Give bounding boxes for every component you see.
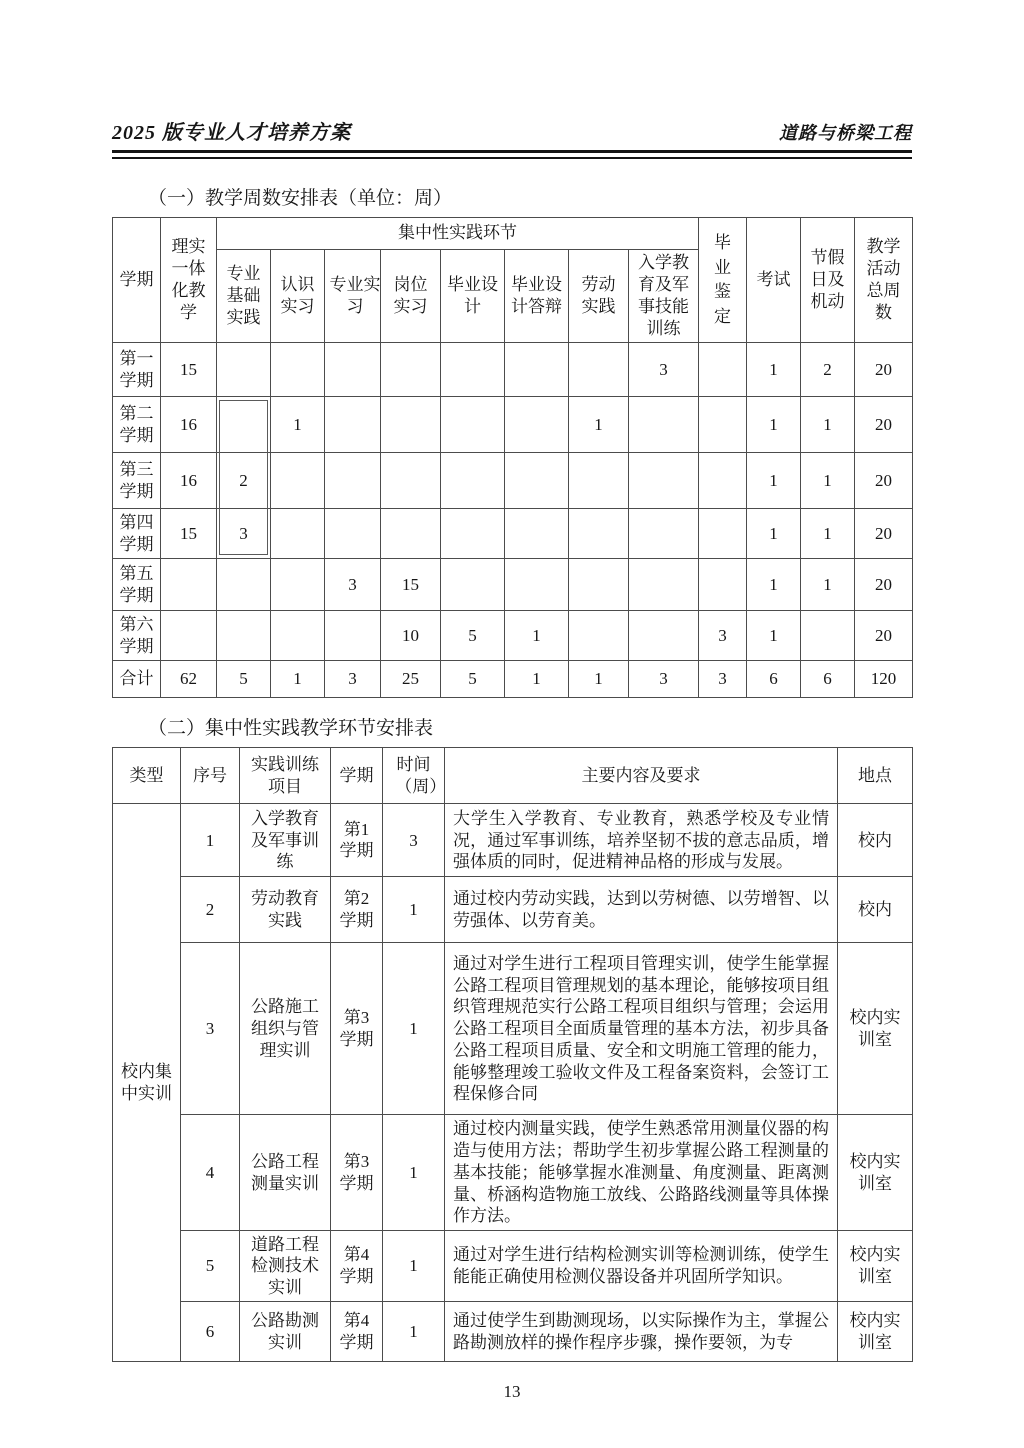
t2-project: 公路工程测量实训: [240, 1115, 331, 1231]
t2-weeks: 1: [383, 943, 445, 1115]
t1-row-semester-4: [113, 509, 913, 559]
t1-cell: 20: [855, 509, 913, 559]
t2-location: 校内: [838, 877, 913, 943]
t1-cell: [271, 559, 325, 611]
t1-cell: 1: [747, 559, 801, 611]
t1-cell: [217, 397, 271, 453]
t1-cell: [505, 559, 569, 611]
t1-header-practice-group: 集中性实践环节: [217, 218, 699, 250]
t1-cell: 1: [569, 397, 629, 453]
t1-cell: [569, 453, 629, 509]
t1-header-exam: 考试: [747, 218, 801, 343]
t1-cell: [441, 453, 505, 509]
t1-cell: 1: [505, 661, 569, 698]
t2-header-semester: 学期: [331, 748, 383, 804]
t1-cell: [699, 453, 747, 509]
t1-cell: 20: [855, 453, 913, 509]
t1-cell: [569, 343, 629, 397]
header-right-title: 道路与桥梁工程: [779, 123, 912, 143]
t1-row-label: 第二学期: [113, 397, 161, 453]
t1-cell: 15: [161, 509, 217, 559]
t1-cell: 5: [441, 611, 505, 661]
t2-weeks: 3: [383, 804, 445, 877]
t1-row-label: 第一学期: [113, 343, 161, 397]
t1-header-semester: 学期: [113, 218, 161, 343]
t2-header-project: 实践训练项目: [240, 748, 331, 804]
t1-header-practice-1: 认识实习: [271, 250, 325, 343]
header-double-rule: [112, 150, 912, 159]
t1-row-semester-6: [113, 611, 913, 661]
t1-cell: [441, 343, 505, 397]
t2-header-location: 地点: [838, 748, 913, 804]
t2-project: 劳动教育实践: [240, 877, 331, 943]
t1-cell: 1: [747, 397, 801, 453]
t2-seq: 1: [181, 804, 240, 877]
t1-cell: 6: [801, 661, 855, 698]
t1-cell: 20: [855, 397, 913, 453]
t1-cell: [629, 611, 699, 661]
t2-seq: 6: [181, 1302, 240, 1362]
t1-cell: [217, 559, 271, 611]
table2-caption: （二）集中性实践教学环节安排表: [148, 718, 434, 740]
t1-cell: 16: [161, 397, 217, 453]
t2-header-weeks: 时间（周）: [383, 748, 445, 804]
t1-cell: [699, 343, 747, 397]
t2-header-seq: 序号: [181, 748, 240, 804]
t1-row-label: 第五学期: [113, 559, 161, 611]
t2-project: 道路工程检测技术实训: [240, 1231, 331, 1302]
t1-cell: [271, 343, 325, 397]
t2-semester: 第1学期: [331, 804, 383, 877]
t1-header-practice-7: 入学教育及军事技能训练: [629, 250, 699, 343]
t1-cell: [569, 559, 629, 611]
t1-cell: 1: [747, 453, 801, 509]
t1-cell: [505, 509, 569, 559]
t1-cell: 1: [801, 559, 855, 611]
t1-cell: 15: [161, 343, 217, 397]
t1-cell: [801, 611, 855, 661]
t1-cell: 3: [699, 611, 747, 661]
t1-cell: [629, 397, 699, 453]
t2-semester: 第4学期: [331, 1231, 383, 1302]
header-left-title: 2025 版专业人才培养方案: [112, 122, 351, 144]
t1-header-integrated: 理实一体化教学: [161, 218, 217, 343]
t1-cell: [699, 509, 747, 559]
t1-cell: [569, 509, 629, 559]
t1-cell: [325, 509, 381, 559]
t1-cell: [381, 509, 441, 559]
t1-header-practice-6: 劳动实践: [569, 250, 629, 343]
t1-cell: 1: [747, 343, 801, 397]
t1-cell: [381, 343, 441, 397]
t1-cell: 62: [161, 661, 217, 698]
t1-cell: [325, 397, 381, 453]
t2-content: 通过使学生到勘测现场，以实际操作为主，掌握公路勘测放样的操作程序步骤，操作要领，为专: [445, 1302, 838, 1362]
t1-cell: 20: [855, 559, 913, 611]
t1-row-label: 第三学期: [113, 453, 161, 509]
t2-content: 通过对学生进行结构检测实训等检测训练，使学生能能正确使用检测仪器设备并巩固所学知识。: [445, 1231, 838, 1302]
t2-location: 校内实训室: [838, 1115, 913, 1231]
t1-header-holiday: 节假日及机动: [801, 218, 855, 343]
t1-cell: 3: [325, 661, 381, 698]
page-number: 13: [503, 1382, 521, 1401]
t1-cell: [699, 559, 747, 611]
t2-semester: 第4学期: [331, 1302, 383, 1362]
t1-cell: [381, 453, 441, 509]
t1-cell: [629, 453, 699, 509]
t1-cell: 1: [801, 397, 855, 453]
t1-cell: 15: [381, 559, 441, 611]
t1-row-semester-1: [113, 343, 913, 397]
t1-cell: 2: [801, 343, 855, 397]
t1-cell: [325, 343, 381, 397]
t1-cell: [271, 509, 325, 559]
t1-cell: 1: [505, 611, 569, 661]
t2-project: 公路施工组织与管理实训: [240, 943, 331, 1115]
t1-row-semester-5: [113, 559, 913, 611]
t1-cell: [271, 611, 325, 661]
t2-seq: 2: [181, 877, 240, 943]
t1-cell: [161, 611, 217, 661]
t1-cell: [699, 397, 747, 453]
t2-row-5: [113, 1231, 913, 1302]
t1-cell: 20: [855, 343, 913, 397]
t2-row-2: [113, 877, 913, 943]
t1-cell: 5: [217, 661, 271, 698]
t1-header-practice-5: 毕业设计答辩: [505, 250, 569, 343]
t1-header-practice-3: 岗位实习: [381, 250, 441, 343]
t1-cell: [441, 397, 505, 453]
t1-cell: [381, 397, 441, 453]
t1-cell: 1: [747, 509, 801, 559]
t1-header-practice-2: 专业实习: [325, 250, 381, 343]
t1-row-semester-2: [113, 397, 913, 453]
table1-caption: （一）教学周数安排表（单位：周）: [148, 188, 453, 209]
t2-header-type: 类型: [113, 748, 181, 804]
t1-cell: 3: [325, 559, 381, 611]
practice-arrangement-table: [112, 747, 913, 1362]
t2-row-3: [113, 943, 913, 1115]
t2-seq: 3: [181, 943, 240, 1115]
t1-cell: 20: [855, 611, 913, 661]
t1-row-label: 第六学期: [113, 611, 161, 661]
t1-cell: [505, 343, 569, 397]
t1-cell: [505, 453, 569, 509]
t1-row-label: 第四学期: [113, 509, 161, 559]
t1-cell: [505, 397, 569, 453]
t2-content: 大学生入学教育、专业教育，熟悉学校及专业情况，通过军事训练，培养坚韧不拔的意志品质，增强体质的同时，促进精神品格的形成与发展。: [445, 804, 838, 877]
t1-cell: [217, 343, 271, 397]
t1-row-semester-3: [113, 453, 913, 509]
running-header: [112, 116, 912, 145]
t2-location: 校内: [838, 804, 913, 877]
t2-semester: 第2学期: [331, 877, 383, 943]
t2-semester: 第3学期: [331, 1115, 383, 1231]
t2-weeks: 1: [383, 1302, 445, 1362]
t1-cell: [441, 559, 505, 611]
t2-project: 公路勘测实训: [240, 1302, 331, 1362]
t1-cell: 1: [747, 611, 801, 661]
t1-cell: 10: [381, 611, 441, 661]
t1-cell: [217, 611, 271, 661]
t1-cell: 120: [855, 661, 913, 698]
t2-content: 通过校内劳动实践，达到以劳树德、以劳增智、以劳强体、以劳育美。: [445, 877, 838, 943]
t2-row-4: [113, 1115, 913, 1231]
t1-row-total: [113, 661, 913, 698]
t1-cell: [161, 559, 217, 611]
t1-cell: 3: [217, 509, 271, 559]
t2-location: 校内实训室: [838, 1231, 913, 1302]
t2-header-content: 主要内容及要求: [445, 748, 838, 804]
t1-cell: 16: [161, 453, 217, 509]
t1-cell: 1: [801, 453, 855, 509]
t1-header-total: 教学活动总周数: [855, 218, 913, 343]
t2-seq: 5: [181, 1231, 240, 1302]
t1-cell: 2: [217, 453, 271, 509]
t2-location: 校内实训室: [838, 943, 913, 1115]
t2-semester: 第3学期: [331, 943, 383, 1115]
t2-weeks: 1: [383, 1231, 445, 1302]
t1-cell: 3: [629, 661, 699, 698]
t1-cell: 3: [629, 343, 699, 397]
t1-cell: [325, 453, 381, 509]
t1-cell: 25: [381, 661, 441, 698]
t2-weeks: 1: [383, 1115, 445, 1231]
t1-cell: 1: [271, 397, 325, 453]
t2-seq: 4: [181, 1115, 240, 1231]
t1-cell: 5: [441, 661, 505, 698]
t2-project: 入学教育及军事训练: [240, 804, 331, 877]
t1-cell: 1: [801, 509, 855, 559]
t1-cell: [325, 611, 381, 661]
t2-type-label: 校内集中实训: [113, 804, 181, 1362]
t1-cell: 1: [271, 661, 325, 698]
t1-cell: [569, 611, 629, 661]
t1-header-practice-4: 毕业设计: [441, 250, 505, 343]
t1-header-appraisal: 毕业鉴定: [699, 218, 747, 343]
t1-cell: 1: [569, 661, 629, 698]
t1-cell: [629, 509, 699, 559]
teaching-weeks-table: [112, 217, 913, 698]
t1-cell: 3: [699, 661, 747, 698]
t2-weeks: 1: [383, 877, 445, 943]
t1-header-practice-0: 专业基础实践: [217, 250, 271, 343]
page-content: [112, 0, 912, 1362]
t2-row-1: [113, 804, 913, 877]
t2-content: 通过校内测量实践，使学生熟悉常用测量仪器的构造与使用方法；帮助学生初步掌握公路工程测量的基本技能；能够掌握水准测量、角度测量、距离测量、桥涵构造物施工放线、公路路线测量等具体操作方法。: [445, 1115, 838, 1231]
t1-row-label: 合计: [113, 661, 161, 698]
t2-content: 通过对学生进行工程项目管理实训，使学生能掌握公路工程项目管理规划的基本理论，能够按项目组织管理规范实行公路工程项目组织与管理；会运用公路工程项目全面质量管理的基本方法，初步具备公路工程项目质量、安全和文明施工管理的能力，能够整理竣工验收文件及工程备案资料，会签订工程保修合同: [445, 943, 838, 1115]
t2-row-6: [113, 1302, 913, 1362]
t2-location: 校内实训室: [838, 1302, 913, 1362]
t1-cell: [271, 453, 325, 509]
t1-cell: [441, 509, 505, 559]
t1-cell: [629, 559, 699, 611]
t1-cell: 6: [747, 661, 801, 698]
